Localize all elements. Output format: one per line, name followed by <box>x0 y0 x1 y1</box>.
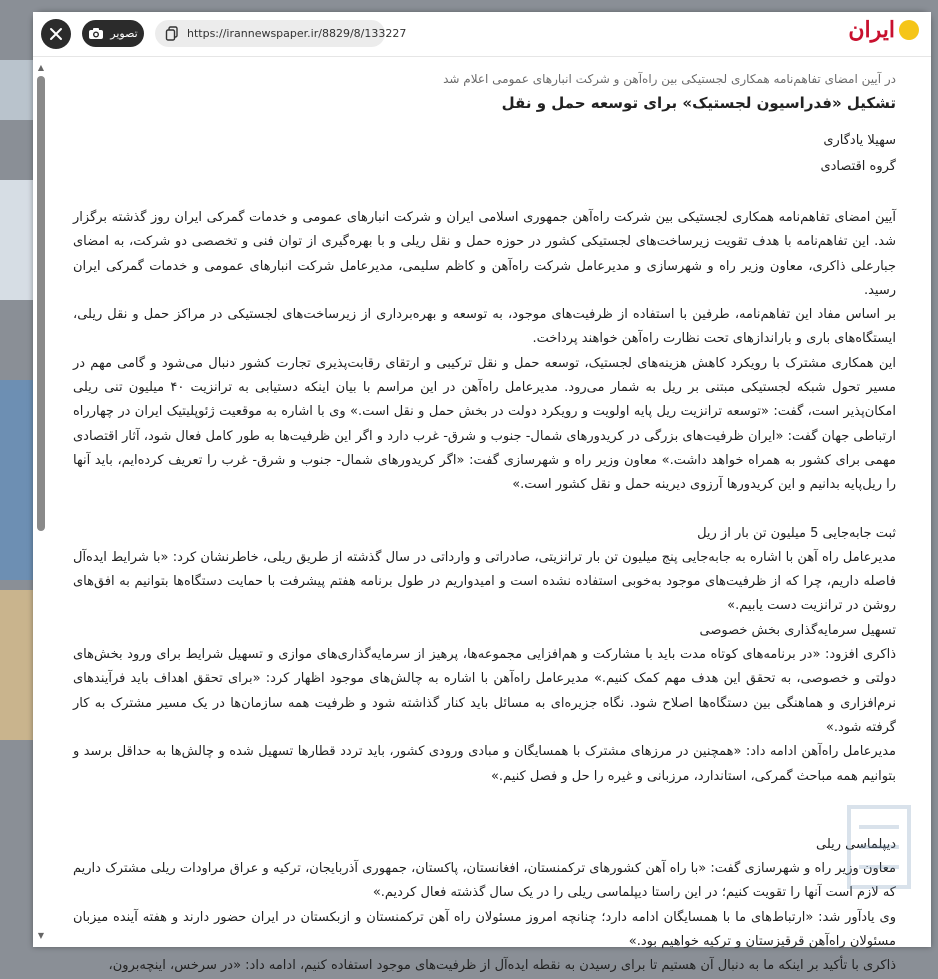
section-heading: تسهیل سرمایه‌گذاری بخش خصوصی <box>699 622 896 638</box>
close-button[interactable] <box>41 19 71 49</box>
paragraph: وی یادآور شد: «ارتباط‌های ما با همسایگان ادامه دارد؛ چنانچه امروز مسئولان راه آهن ترکمنستان و ازبکستان در ایران حضور دارند و هفته آینده میزبان مسئولان راه‌آهن قرقیزستان و ترکیه خواهیم بود.» <box>73 909 896 950</box>
scroll-up-icon[interactable]: ▲ <box>37 63 45 72</box>
url-text: https://irannewspaper.ir/8829/8/133227 <box>187 27 407 40</box>
article-headline: تشکیل «فدراسیون لجستیک» برای توسعه حمل و نقل <box>501 94 896 112</box>
article-viewer <box>33 12 931 974</box>
snapshot-label: تصویر <box>110 27 138 40</box>
logo-text: ایران <box>848 17 895 43</box>
camera-icon <box>88 27 104 40</box>
paragraph: ذاکری با تأکید بر اینکه ما به دنبال آن هستیم تا برای رسیدن به نقطه ایده‌آل از ظرفیت‌های موجود استفاده کنیم، ادامه داد: «در سرخس، اینچه‌برون، <box>108 958 896 974</box>
viewer-toolbar <box>33 12 931 57</box>
copy-icon[interactable] <box>165 26 179 41</box>
desk-name: گروه اقتصادی <box>820 159 896 174</box>
url-bar[interactable] <box>155 20 407 47</box>
paragraph: آیین امضای تفاهم‌نامه همکاری لجستیکی بین شرکت راه‌آهن جمهوری اسلامی ایران و شرکت انبارهای عمومی و خدمات گمرکی ایران روز گذشته برگزار شد. این تفاهم‌نامه با هدف تقویت زیرساخت‌های لجستیکی کشور در حوزه حمل و نقل ریلی و با بهره‌گیری از توان فنی و تخصصی دو شرکت، به امضای جبارعلی ذاکری، معاون وزیر راه و شهرسازی و مدیرعامل شرکت راه‌آهن و کاظم سلیمی، مدیرعامل شرکت انبارهای عمومی و خدمات گمرکی ایران رسید. <box>73 210 896 298</box>
snapshot-button[interactable] <box>82 20 144 47</box>
sun-icon <box>899 20 919 40</box>
paragraph: این همکاری مشترک با رویکرد کاهش هزینه‌های لجستیک، توسعه حمل و نقل ترکیبی و ارتقای رقابت‌پذیری تجارت کشور دنبال می‌شود و گامی مهم در مسیر تحول شبکه لجستیکی مبتنی بر ریل به شمار می‌رود. مدیرعامل راه‌آهن در این مراسم با بیان اینکه دستیابی به ترانزیت ۴۰ میلیون تنی ریلی امکان‌پذیر است، گفت: «توسعه ترانزیت ریل پایه اولویت و رویکرد دولت در بخش حمل و نقل است.» وی با اشاره به موقعیت ژئوپلیتیک ایران در چهارراه ارتباطی جهان گفت: «ایران ظرفیت‌های بزرگی در کریدورهای شمال- جنوب و شرق- غرب دارد و اگر این ظرفیت‌ها به طور کامل فعال شود، آثار اقتصادی مهمی برای کشور به همراه خواهد داشت.» معاون وزیر راه و شهرسازی گفت: «اگر کریدورهای شمال- جنوب و شرق- غرب را تعریف کرده‌ایم، باید آنها را ریل‌پایه بدانیم و این کریدورها آرزوی دیرینه حمل و نقل کشور است.» <box>73 355 897 493</box>
close-icon <box>49 27 63 41</box>
paragraph: معاون وزیر راه و شهرسازی گفت: «با راه آهن کشورهای ترکمنستان، افغانستان، پاکستان، جمهوری آذربایجان، ترکیه و عراق مراودات ریلی مشترک داریم که لازم است آنها را تقویت کنیم؛ در این راستا دیپلماسی ریلی را در یک سال گذشته فعال کردیم.» <box>73 861 896 901</box>
article-kicker: در آیین امضای تفاهم‌نامه همکاری لجستیکی بین راه‌آهن و شرکت انبارهای عمومی اعلام شد <box>443 72 896 86</box>
author-name: سهیلا یادگاری <box>823 133 896 148</box>
paragraph: مدیرعامل راه آهن با اشاره به جابه‌جایی پنج میلیون تن بار ترانزیتی، صادراتی و وارداتی در سال گذشته از طریق ریلی، خاطرنشان کرد: «با شرایط ایده‌آل فاصله داریم، چرا که از ظرفیت‌های موجود به‌خوبی استفاده نشده است و امیدواریم در طول برنامه هفتم پیشرفت با حمایت دستگاه‌ها بتوانیم به افق‌های روشن در ترانزیت دست یابیم.» <box>73 549 896 614</box>
scrollbar[interactable] <box>35 62 47 942</box>
paragraph: بر اساس مفاد این تفاهم‌نامه، طرفین با استفاده از ظرفیت‌های موجود، به توسعه و بهره‌برداری از زیرساخت‌های لجستیکی در مراکز حمل و نقل ریلی، ایستگاه‌های باری و باراندازهای تحت نظارت راه‌آهن خواهند پرداخت. <box>73 307 896 347</box>
newspaper-logo <box>848 19 919 41</box>
watermark-icon <box>839 797 919 897</box>
scroll-down-icon[interactable]: ▼ <box>37 931 45 940</box>
article-body <box>73 66 897 974</box>
paragraph: ذاکری افزود: «در برنامه‌های کوتاه مدت باید با مشارکت و هم‌افزایی مجموعه‌ها، پرهیز از سرمایه‌گذاری‌های موازی و تسهیل شرایط برای ورود بخش‌های دولتی و خصوصی، به تحقق این هدف مهم کمک کنیم.» مدیرعامل راه‌آهن با اشاره به چالش‌های موجود اظهار کرد: «برای تحقق اهداف باید فرآیندهای نرم‌افزاری و هماهنگی بین دستگاه‌ها اصلاح شود. نگاه جزیره‌ای به مسائل باید کنار گذاشته شود و ظرفیت همه سازمان‌ها در یک مسیر مشترک به کار گرفته شود.» <box>73 647 896 735</box>
section-heading: دیپلماسی ریلی <box>815 836 896 852</box>
scrollbar-thumb[interactable] <box>37 76 45 531</box>
paragraph: مدیرعامل راه‌آهن ادامه داد: «همچنین در مرزهای مشترک با همسایگان و مبادی ورودی کشور، باید تردد قطارها تسهیل شده و چالش‌ها به حداقل برسد و بتوانیم همه مباحث گمرکی، استاندارد، مرزبانی و غیره را حل و فصل کنیم.» <box>73 744 896 784</box>
section-heading: ثبت جابه‌جایی 5 میلیون تن بار از ریل <box>697 525 896 541</box>
